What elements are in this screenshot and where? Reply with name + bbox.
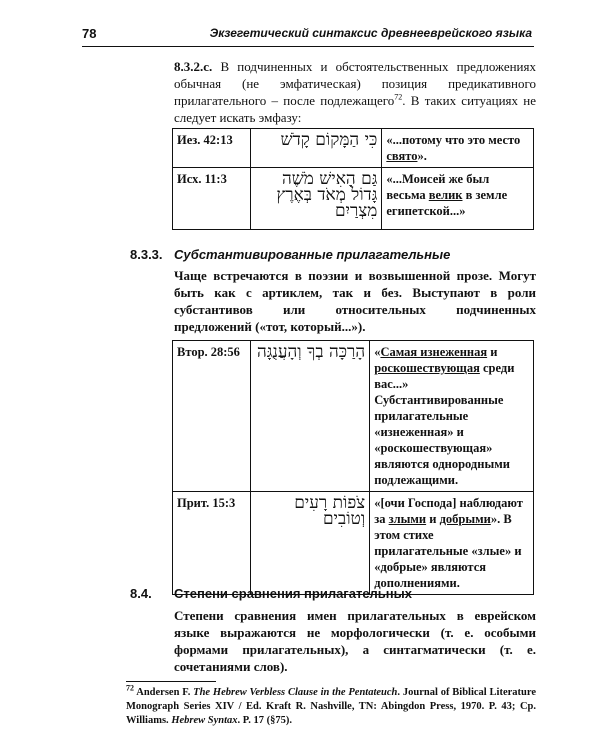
translation-part: «[очи Господа] наблюдают за <box>374 496 523 526</box>
underlined-word: велик <box>428 188 463 202</box>
translation-part: и <box>487 345 498 359</box>
verse-ref: Иез. 42:13 <box>173 129 251 168</box>
table-row <box>173 341 534 492</box>
example-table-2 <box>172 340 534 595</box>
table-row <box>173 492 534 595</box>
underlined-word: Самая изнеженная <box>380 345 488 359</box>
hebrew-text: צֹפוֹת רָעִים וְטוֹבִים <box>250 492 369 595</box>
translation-part: в земле египетской...» <box>386 188 508 218</box>
underlined-word: свято <box>386 149 418 163</box>
page-number: 78 <box>82 26 97 41</box>
paragraph-8-4: Степени сравнения имен прилагательных в еврейском языке выражаются не морфологически (т. е. особыми формами прилагательных), а синтагматически (т. е. сочетаниями слов). <box>174 608 536 674</box>
section-number: 8.3.3. <box>130 247 163 262</box>
paragraph-8-3-2-c <box>174 58 536 126</box>
translation-part: ». <box>417 149 427 163</box>
footnote-rule <box>126 681 216 682</box>
running-head <box>82 26 534 47</box>
footnote-ref[interactable]: 72 <box>394 92 403 102</box>
table-row <box>173 129 534 168</box>
paragraph-text: В подчиненных и обстоятельственных предложениях обычная (не эмфатическая) позиция предикативного прилагательного – после подлежащего <box>174 59 536 108</box>
underlined-word: роскошествующая <box>374 361 480 375</box>
verse-ref: Исх. 11:3 <box>173 168 251 230</box>
footnote-text: . Journal of Biblical Literature Monograph Series XIV / Ed. Kraft R. Nashville, TN: Abingdon Press, 1970. P. 43; Cp. Williams. <box>126 687 536 726</box>
verse-ref: Прит. 15:3 <box>173 492 251 595</box>
translation <box>370 492 534 595</box>
paragraph-8-3-3: Чаще встречаются в поэзии и возвышенной прозе. Могут быть как с артиклем, так и без. Выступают в роли субстантивов или относительных подчиненных предложений («тот, который...»). <box>174 268 536 334</box>
section-title: Субстантивированные прилагательные <box>174 247 451 262</box>
verse-ref: Втор. 28:56 <box>173 341 251 492</box>
translation-part: « <box>374 345 381 359</box>
table-row <box>173 168 534 230</box>
footnote-number: 72 <box>126 683 134 693</box>
translation <box>382 129 534 168</box>
underlined-word: злыми <box>388 512 427 526</box>
section-title: Степени сравнения прилагательных <box>174 586 412 601</box>
footnote-title: Hebrew Syntax <box>171 715 238 726</box>
translation-part: и <box>426 512 440 526</box>
translation-part: «...Моисей же был весьма <box>386 172 490 202</box>
footnote <box>126 683 536 728</box>
translation <box>382 168 534 230</box>
translation-part: среди вас...» Субстантивированные прилагательные «изнеженная» и «роскошествующая» являются однородными подлежащими. <box>374 361 515 487</box>
translation-part: ». В этом стихе прилагательные «злые» и «добрые» являются дополнениями. <box>374 512 522 590</box>
translation <box>370 341 534 492</box>
paragraph-text-end: . В таких ситуациях не следует искать эмфазу: <box>174 93 537 125</box>
footnote-text: . P. 17 (§75). <box>237 715 292 726</box>
subsection-label: 8.3.2.c. <box>174 59 213 74</box>
hebrew-text: הָרַכָּה בְךָ וְהָעֲנֻגָּה <box>250 341 369 492</box>
footnote-text: Andersen F. <box>134 687 194 698</box>
section-number: 8.4. <box>130 586 152 601</box>
translation-part: «...потому что это место <box>386 133 521 147</box>
footnote-title: The Hebrew Verbless Clause in the Pentateuch <box>193 687 398 698</box>
underlined-word: добрыми <box>439 512 491 526</box>
example-table-1 <box>172 128 534 230</box>
hebrew-text: גַּם הָאִישׁ מֹשֶׁה גָּדוֹל מְאֹד בְּאֶרֶץ מִצְרַיִם <box>250 168 382 230</box>
running-title: Экзегетический синтаксис древнееврейского языка <box>209 26 532 40</box>
hebrew-text: כִּי הַמָּקוֹם קָדֹשׁ <box>250 129 382 168</box>
